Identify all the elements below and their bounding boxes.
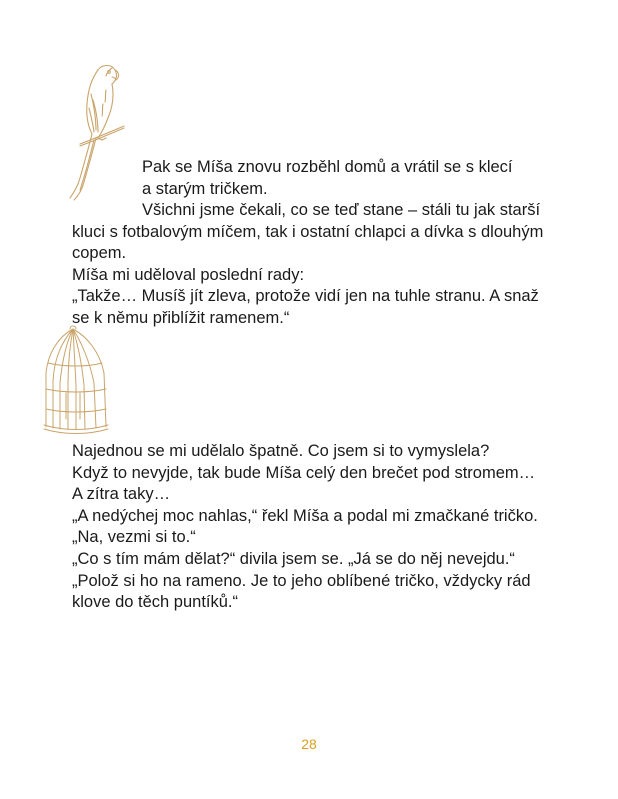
text-line: Když to nevyjde, tak bude Míša celý den brečet pod stromem… [72, 463, 536, 482]
birdcage-illustration [40, 323, 120, 435]
text-line: „Takže… Musíš jít zleva, protože vidí jen na tuhle stranu. A snaž [72, 287, 539, 306]
text-line: kluci s fotbalovým míčem, tak i ostatní chlapci a dívka s dlouhým [72, 222, 544, 241]
text-line: Najednou se mi udělalo špatně. Co jsem si to vymyslela? [72, 442, 490, 460]
paragraph-worry [72, 441, 538, 614]
text-line: „A nedýchej moc nahlas,“ řekl Míša a podal mi zmačkané tričko. [72, 506, 538, 525]
text-line: Pak se Míša znovu rozběhl domů a vrátil se s klecí [142, 158, 513, 176]
text-line: Míša mi uděloval poslední rady: [72, 265, 305, 284]
page-number: 28 [301, 736, 317, 752]
text-line: se k němu přiblížit ramenem.“ [72, 308, 290, 327]
paragraph-intro [142, 157, 513, 200]
parrot-illustration [58, 60, 130, 202]
text-line: Všichni jsme čekali, co se teď stane – stáli tu jak starší [142, 201, 541, 219]
text-line: A zítra taky… [72, 485, 171, 504]
text-line: copem. [72, 244, 127, 263]
text-line: a starým tričkem. [142, 179, 268, 198]
paragraph-waiting [72, 200, 543, 330]
text-line: klove do těch puntíků.“ [72, 593, 239, 612]
text-line: „Na, vezmi si to.“ [72, 528, 196, 547]
text-line: „Co s tím mám dělat?“ divila jsem se. „Já se do něj nevejdu.“ [72, 549, 515, 568]
text-line: „Polož si ho na rameno. Je to jeho oblíbené tričko, vždycky rád [72, 571, 531, 590]
